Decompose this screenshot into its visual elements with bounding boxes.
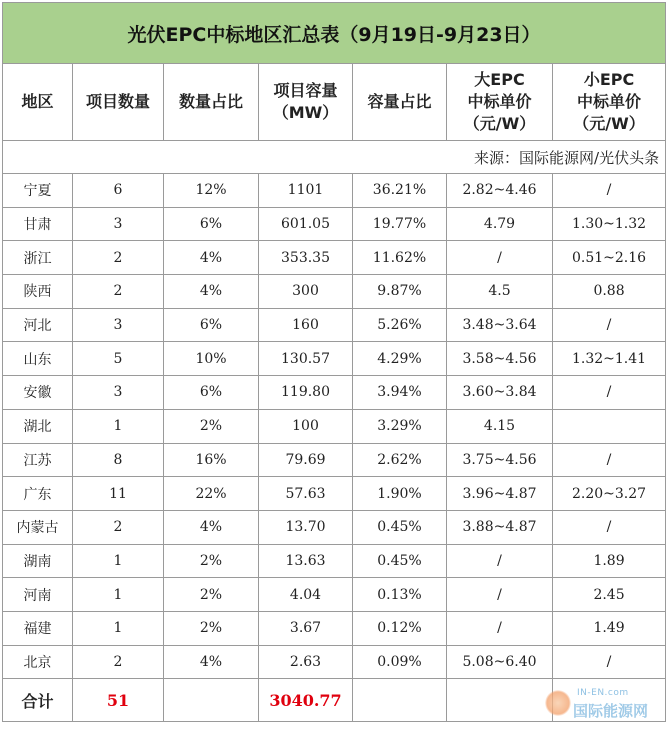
header-small-epc [553, 64, 666, 141]
header-count: 项目数量 [73, 64, 164, 141]
cell-capacity: 13.63 [259, 544, 353, 578]
table-row [3, 578, 666, 612]
cell-region: 甘肃 [3, 207, 73, 241]
header-capacity-line1: 项目容量 [273, 81, 338, 100]
cell-count: 2 [73, 275, 164, 309]
total-capacity: 3040.77 [259, 679, 353, 722]
cell-big: 5.08~6.40 [447, 645, 553, 679]
table-row [3, 477, 666, 511]
table-row [3, 275, 666, 309]
header-big-line1: 大EPC [474, 70, 525, 89]
header-big-line2: 中标单价 [467, 92, 532, 111]
source-row [3, 141, 666, 174]
cell-count: 1 [73, 409, 164, 443]
header-small-line2: 中标单价 [577, 92, 642, 111]
cell-count-share: 6% [164, 376, 259, 410]
cell-capacity: 130.57 [259, 342, 353, 376]
cell-count: 3 [73, 308, 164, 342]
total-big [447, 679, 553, 722]
table-row [3, 645, 666, 679]
cell-big: 3.48~3.64 [447, 308, 553, 342]
header-big-line3: （元/W） [463, 114, 536, 133]
cell-small: 2.45 [553, 578, 666, 612]
header-region: 地区 [3, 64, 73, 141]
cell-count: 5 [73, 342, 164, 376]
cell-count-share: 2% [164, 611, 259, 645]
cell-capacity: 13.70 [259, 510, 353, 544]
cell-big: 3.96~4.87 [447, 477, 553, 511]
cell-capacity-share: 3.94% [353, 376, 447, 410]
cell-big: / [447, 611, 553, 645]
cell-capacity-share: 1.90% [353, 477, 447, 511]
table-row [3, 409, 666, 443]
cell-capacity: 353.35 [259, 241, 353, 275]
epc-summary-table [2, 2, 666, 722]
cell-small: 1.89 [553, 544, 666, 578]
cell-capacity-share: 0.12% [353, 611, 447, 645]
table-row [3, 241, 666, 275]
cell-capacity: 601.05 [259, 207, 353, 241]
cell-big: 3.60~3.84 [447, 376, 553, 410]
cell-capacity-share: 0.13% [353, 578, 447, 612]
cell-count: 6 [73, 174, 164, 208]
cell-capacity-share: 19.77% [353, 207, 447, 241]
cell-small: / [553, 443, 666, 477]
cell-count: 3 [73, 207, 164, 241]
cell-big: / [447, 241, 553, 275]
cell-region: 浙江 [3, 241, 73, 275]
table-row [3, 443, 666, 477]
cell-small: 0.88 [553, 275, 666, 309]
cell-small: 1.49 [553, 611, 666, 645]
cell-count-share: 6% [164, 207, 259, 241]
cell-capacity-share: 2.62% [353, 443, 447, 477]
table-row [3, 376, 666, 410]
cell-capacity: 79.69 [259, 443, 353, 477]
title-row [3, 3, 666, 64]
cell-count-share: 16% [164, 443, 259, 477]
cell-capacity: 4.04 [259, 578, 353, 612]
total-row [3, 679, 666, 722]
cell-big: 4.5 [447, 275, 553, 309]
cell-capacity-share: 3.29% [353, 409, 447, 443]
header-small-line1: 小EPC [583, 70, 635, 89]
table-row [3, 510, 666, 544]
cell-capacity: 100 [259, 409, 353, 443]
table-title: 光伏EPC中标地区汇总表（9月19日-9月23日） [3, 3, 666, 64]
cell-small: 1.32~1.41 [553, 342, 666, 376]
cell-region: 安徽 [3, 376, 73, 410]
cell-capacity: 160 [259, 308, 353, 342]
cell-capacity: 1101 [259, 174, 353, 208]
cell-region: 江苏 [3, 443, 73, 477]
header-capacity-share: 容量占比 [353, 64, 447, 141]
header-row [3, 64, 666, 141]
cell-count: 3 [73, 376, 164, 410]
cell-big: 3.88~4.87 [447, 510, 553, 544]
total-count: 51 [73, 679, 164, 722]
cell-region: 内蒙古 [3, 510, 73, 544]
total-small [553, 679, 666, 722]
cell-capacity-share: 9.87% [353, 275, 447, 309]
cell-count-share: 4% [164, 645, 259, 679]
header-small-line3: （元/W） [573, 114, 645, 133]
cell-capacity: 57.63 [259, 477, 353, 511]
cell-count-share: 6% [164, 308, 259, 342]
cell-capacity-share: 11.62% [353, 241, 447, 275]
cell-capacity: 3.67 [259, 611, 353, 645]
header-count-share: 数量占比 [164, 64, 259, 141]
table-row [3, 308, 666, 342]
cell-region: 广东 [3, 477, 73, 511]
cell-count-share: 4% [164, 241, 259, 275]
cell-count-share: 10% [164, 342, 259, 376]
cell-big: 2.82~4.46 [447, 174, 553, 208]
cell-region: 山东 [3, 342, 73, 376]
table-row [3, 611, 666, 645]
table-row [3, 207, 666, 241]
cell-count-share: 2% [164, 544, 259, 578]
cell-small: / [553, 645, 666, 679]
cell-region: 河北 [3, 308, 73, 342]
watermark-text: 国际能源网 [573, 702, 649, 720]
table-row [3, 174, 666, 208]
cell-count-share: 2% [164, 578, 259, 612]
cell-big: / [447, 578, 553, 612]
cell-small: 2.20~3.27 [553, 477, 666, 511]
cell-small: / [553, 510, 666, 544]
header-capacity-line2: （MW） [272, 103, 339, 122]
cell-count: 11 [73, 477, 164, 511]
cell-region: 陕西 [3, 275, 73, 309]
cell-count-share: 22% [164, 477, 259, 511]
cell-region: 福建 [3, 611, 73, 645]
cell-big: / [447, 544, 553, 578]
cell-big: 3.75~4.56 [447, 443, 553, 477]
cell-big: 3.58~4.56 [447, 342, 553, 376]
cell-small: 1.30~1.32 [553, 207, 666, 241]
cell-count-share: 4% [164, 275, 259, 309]
cell-count: 2 [73, 645, 164, 679]
cell-count: 1 [73, 544, 164, 578]
cell-small: / [553, 308, 666, 342]
cell-region: 北京 [3, 645, 73, 679]
cell-region: 湖北 [3, 409, 73, 443]
cell-capacity-share: 36.21% [353, 174, 447, 208]
cell-count: 2 [73, 510, 164, 544]
cell-capacity-share: 0.09% [353, 645, 447, 679]
cell-count: 2 [73, 241, 164, 275]
cell-small: 0.51~2.16 [553, 241, 666, 275]
table-row [3, 544, 666, 578]
total-count-share [164, 679, 259, 722]
cell-capacity-share: 4.29% [353, 342, 447, 376]
total-capacity-share [353, 679, 447, 722]
cell-region: 河南 [3, 578, 73, 612]
cell-count-share: 2% [164, 409, 259, 443]
watermark-top-text: IN-EN.com [577, 688, 629, 698]
cell-region: 湖南 [3, 544, 73, 578]
cell-capacity: 119.80 [259, 376, 353, 410]
header-big-epc [447, 64, 553, 141]
header-capacity [259, 64, 353, 141]
cell-capacity-share: 0.45% [353, 510, 447, 544]
table-row [3, 342, 666, 376]
cell-count: 1 [73, 611, 164, 645]
cell-count-share: 12% [164, 174, 259, 208]
source-text: 来源：国际能源网/光伏头条 [3, 141, 666, 174]
cell-big: 4.15 [447, 409, 553, 443]
cell-count-share: 4% [164, 510, 259, 544]
cell-small: / [553, 174, 666, 208]
cell-small: / [553, 376, 666, 410]
cell-count: 8 [73, 443, 164, 477]
cell-capacity-share: 0.45% [353, 544, 447, 578]
cell-small [553, 409, 666, 443]
cell-capacity: 300 [259, 275, 353, 309]
cell-count: 1 [73, 578, 164, 612]
cell-region: 宁夏 [3, 174, 73, 208]
cell-big: 4.79 [447, 207, 553, 241]
cell-capacity: 2.63 [259, 645, 353, 679]
total-label: 合计 [3, 679, 73, 722]
cell-capacity-share: 5.26% [353, 308, 447, 342]
